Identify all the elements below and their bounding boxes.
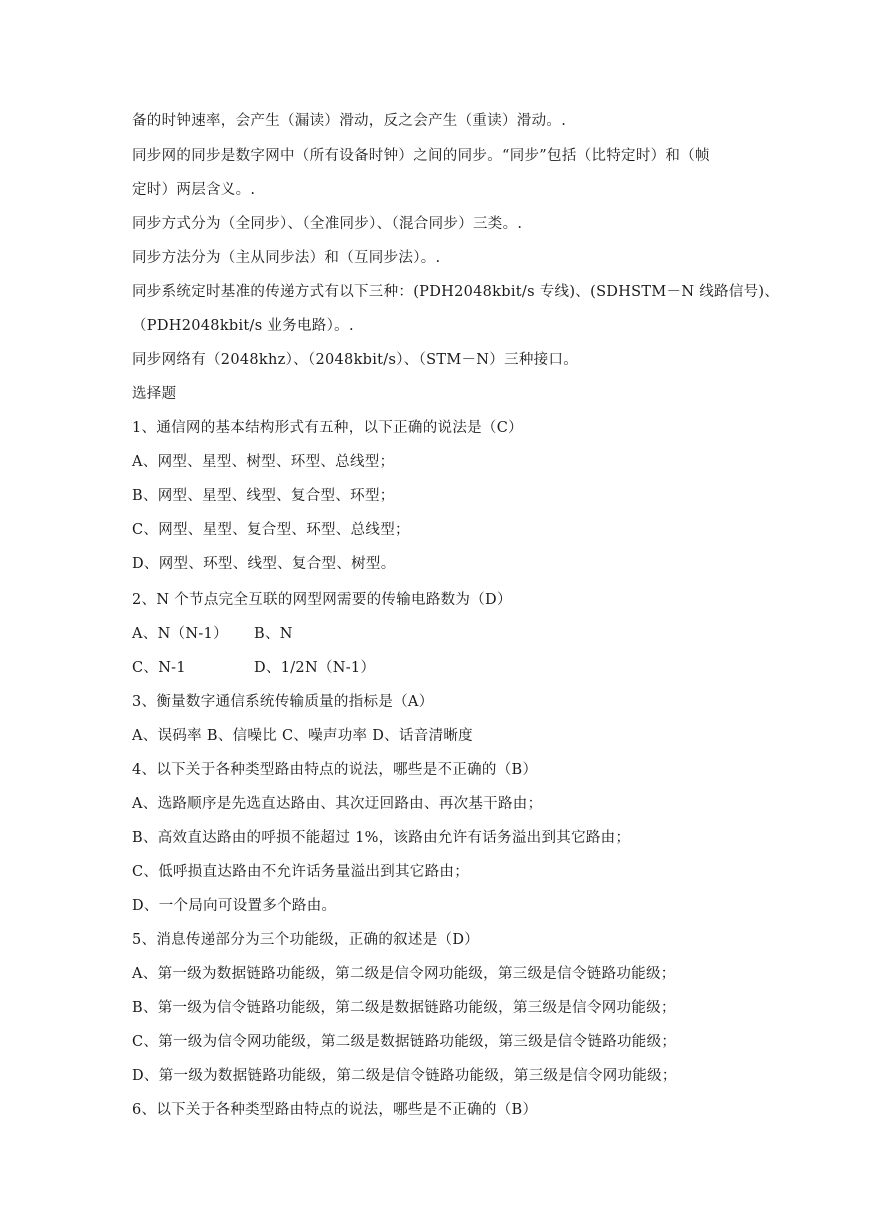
option-b: B、N [254,626,293,642]
option-a: A、第一级为数据链路功能级，第二级是信令网功能级，第三级是信令链路功能级； [132,966,676,982]
option-c: C、N-1 [132,660,186,676]
question-1: 1、通信网的基本结构形式有五种，以下正确的说法是（C） [132,420,523,436]
question-2: 2、N 个节点完全互联的网型网需要的传输电路数为（D） [132,592,512,608]
option-b: B、第一级为信令链路功能级，第二级是数据链路功能级，第三级是信令网功能级； [132,1000,676,1016]
option-c: C、网型、星型、复合型、环型、总线型； [132,522,410,538]
option-b: B、高效直达路由的呼损不能超过 1%，该路由允许有话务溢出到其它路由； [132,830,631,846]
option-line: A、误码率 B、信噪比 C、噪声功率 D、话音清晰度 [132,728,473,744]
question-6: 6、以下关于各种类型路由特点的说法，哪些是不正确的（B） [132,1102,538,1118]
option-d: D、1/2N（N-1） [254,660,376,676]
option-row [132,624,293,644]
text-line: 同步系统定时基准的传递方式有以下三种：(PDH2048kbit/s 专线)、(SDHSTM－N 线路信号)、 [132,284,780,300]
section-heading: 选择题 [132,386,177,402]
text-line: （PDH2048kbit/s 业务电路）。. [132,318,354,334]
text-line: 同步网络有（2048khz）、（2048kbit/s）、（STM－N）三种接口。 [132,352,579,368]
option-c: C、低呼损直达路由不允许话务量溢出到其它路由； [132,864,469,880]
question-4: 4、以下关于各种类型路由特点的说法，哪些是不正确的（B） [132,762,538,778]
text-line: 同步方法分为（主从同步法）和（互同步法）。. [132,250,441,266]
option-a: A、N（N-1） [132,626,228,642]
option-d: D、第一级为数据链路功能级，第二级是信令链路功能级，第三级是信令网功能级； [132,1068,677,1084]
text-line: 同步网的同步是数字网中（所有设备时钟）之间的同步。“同步”包括（比特定时）和（帧 [132,148,710,164]
option-a: A、选路顺序是先选直达路由、其次迂回路由、再次基干路由； [132,796,543,812]
option-a: A、网型、星型、树型、环型、总线型； [132,454,395,470]
option-c: C、第一级为信令网功能级，第二级是数据链路功能级，第三级是信令链路功能级； [132,1034,677,1050]
question-3: 3、衡量数字通信系统传输质量的指标是（A） [132,694,434,710]
text-line: 定时）两层含义。. [132,182,256,198]
option-row [132,658,376,678]
option-b: B、网型、星型、线型、复合型、环型； [132,488,395,504]
option-d: D、一个局向可设置多个路由。 [132,898,337,914]
text-line: 同步方式分为（全同步）、（全准同步）、（混合同步）三类。. [132,216,523,232]
question-5: 5、消息传递部分为三个功能级，正确的叙述是（D） [132,932,480,948]
option-d: D、网型、环型、线型、复合型、树型。 [132,556,396,572]
text-line: 备的时钟速率，会产生（漏读）滑动，反之会产生（重读）滑动。. [132,113,567,129]
